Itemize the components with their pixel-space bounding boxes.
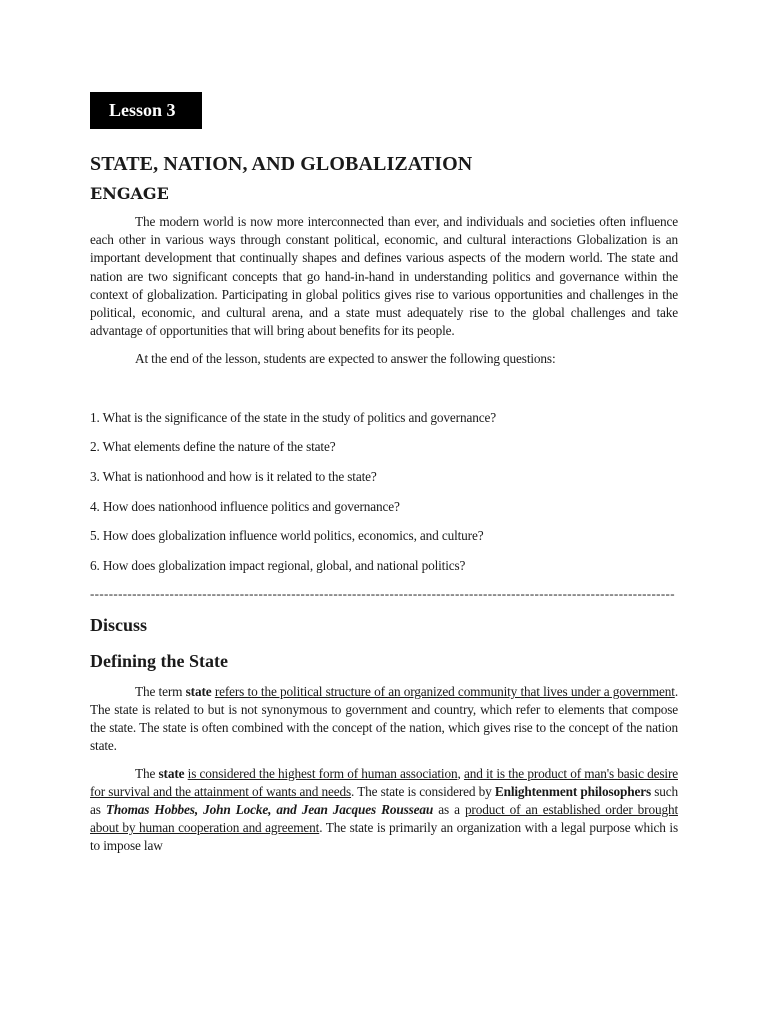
text-run: ,: [457, 765, 464, 781]
defining-state-heading: Defining the State: [90, 650, 228, 671]
section-divider: -----------------------------------------------------------------------------------------------------------------------------: [90, 586, 675, 601]
state-definition-paragraph: [90, 683, 678, 756]
term-enlightenment-philosophers: Enlightenment philosophers: [494, 783, 651, 799]
philosopher-names: Thomas Hobbes, John Locke, and Jean Jacques Rousseau: [105, 801, 434, 817]
question-item: 6. How does globalization impact regional, global, and national politics?: [90, 558, 466, 574]
question-item: 2. What elements define the nature of the state?: [90, 439, 336, 455]
term-state: state: [185, 683, 212, 699]
page-title: STATE, NATION, AND GLOBALIZATION: [90, 153, 473, 175]
text-run: as a: [433, 801, 465, 817]
question-item: 1. What is the significance of the state in the study of politics and governance?: [90, 409, 496, 425]
question-item: 3. What is nationhood and how is it related to the state?: [90, 469, 377, 484]
text-run: . The state is primarily an organization with a legal purpose which is to impose law: [90, 820, 678, 854]
document-page: [90, 92, 678, 856]
underlined-phrase: and it is the product of man's basic desire for survival and the attainment of wants and needs: [90, 765, 678, 799]
text-run: The: [135, 765, 159, 781]
engage-paragraph: The modern world is now more interconnected than ever, and individuals and societies often influence each other in various ways through constant political, economic, and cultural interactions Globalization is an important development that continually shapes and defines various aspects of the modern world. The state and nation are two significant concepts that go hand-in-hand in understanding politics and governance within the context of globalization. Participating in global politics gives rise to various opportunities and challenges in the political, economic, and cultural arena, and a state must adequately rise to the global challenges and take advantage of opportunities that will bring about benefits for its people.: [90, 214, 678, 339]
lesson-label: Lesson 3: [90, 92, 202, 129]
text-run: such as: [90, 783, 678, 817]
state-philosophers-paragraph: [90, 765, 678, 856]
underlined-phrase: product of an established order brought about by human cooperation and agreement: [90, 801, 678, 836]
term-state: state: [158, 765, 185, 781]
engage-heading: ENGAGE: [90, 184, 169, 203]
underlined-phrase: is considered the highest form of human association: [187, 765, 458, 781]
question-list: [90, 409, 678, 575]
text-run: . The state is considered by: [351, 783, 495, 799]
underlined-definition: refers to the political structure of an organized community that lives under a government: [214, 683, 675, 699]
discuss-heading: Discuss: [90, 614, 148, 635]
text-run: . The state is related to but is not synonymous to government and country, which refer to elements that compose the state. The state is often combined with the concept of the nation, which gives rise to the concept of the nation state.: [90, 683, 678, 754]
questions-intro: At the end of the lesson, students are expected to answer the following questions:: [135, 351, 556, 367]
question-item: 5. How does globalization influence world politics, economics, and culture?: [90, 528, 484, 544]
text-run: The term: [135, 683, 186, 699]
question-item: 4. How does nationhood influence politics and governance?: [90, 498, 400, 514]
